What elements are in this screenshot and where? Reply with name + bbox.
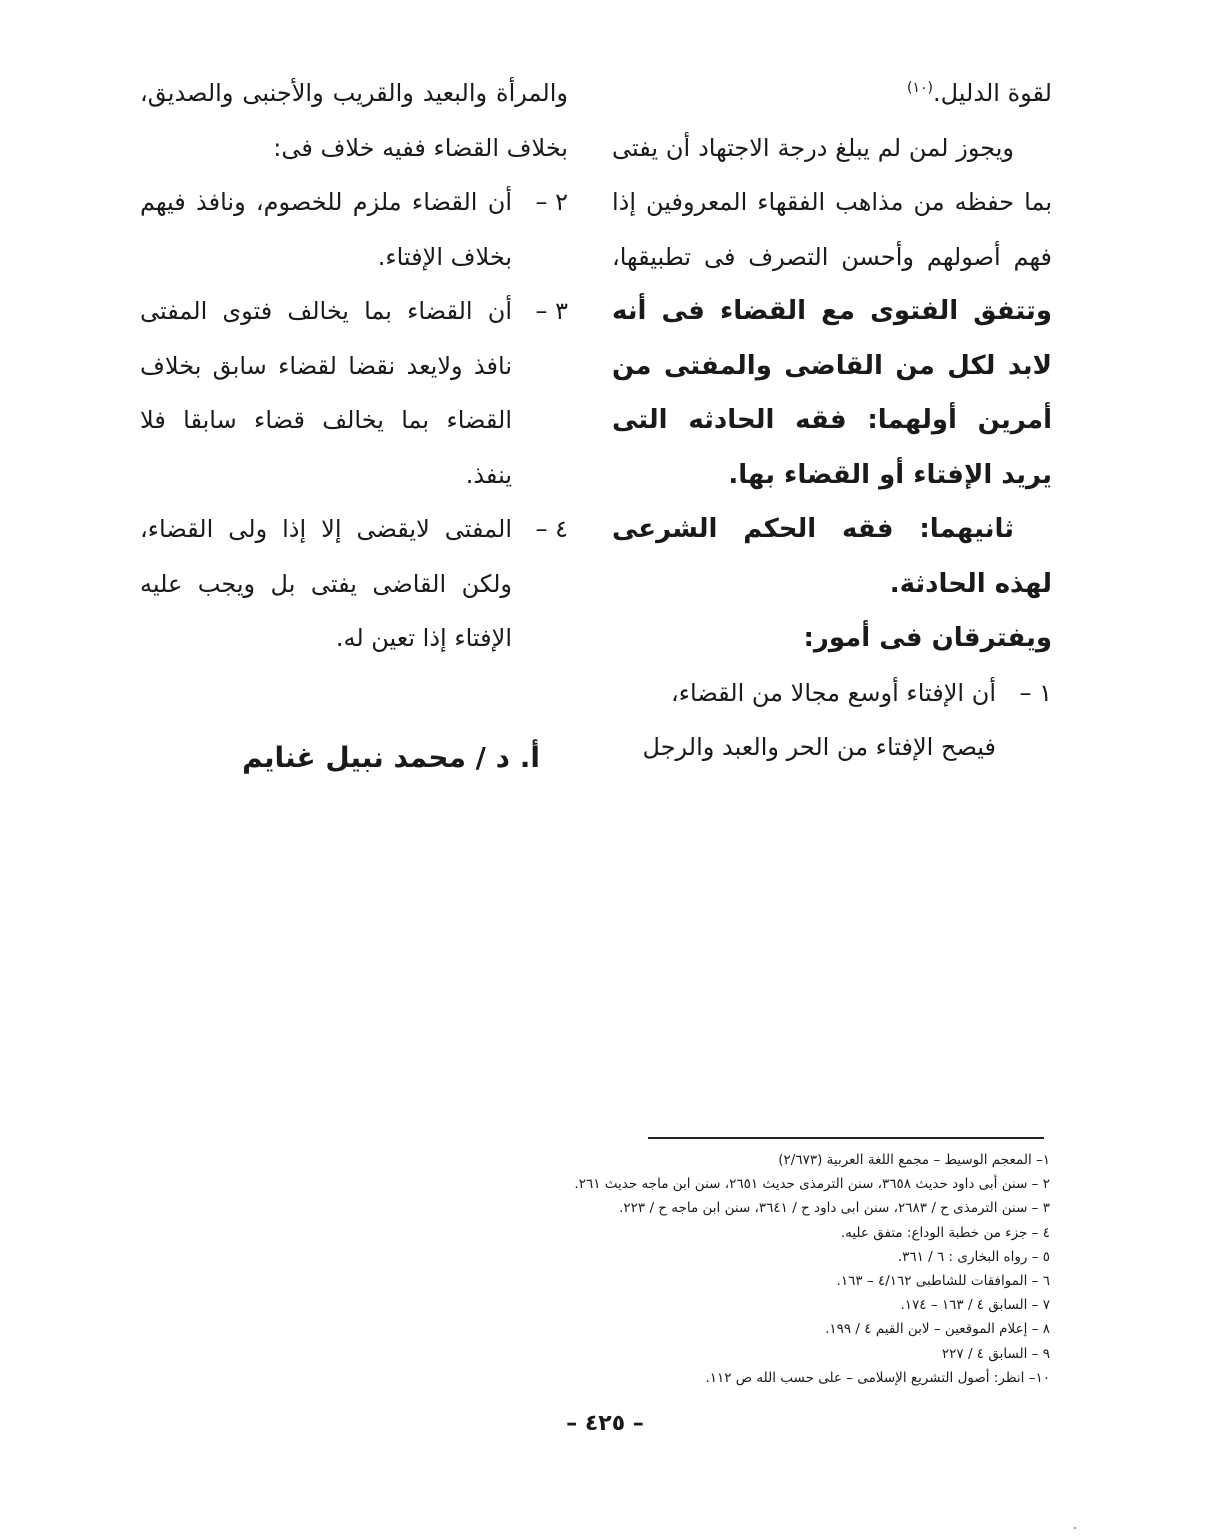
- paragraph-ijtihad-text: ويجوز لمن لم يبلغ درجة الاجتهاد أن يفتى بما حفظه من مذاهب الفقهاء المعروفين إذا فهم أصولهم وأحسن التصرف فى تطبيقها،: [612, 133, 1052, 271]
- paragraph-ijtihad: [612, 121, 1052, 503]
- author-signature: أ. د / محمد نبيل غنايم: [242, 741, 540, 774]
- list-item-2-number: ٢ –: [535, 188, 568, 216]
- footnote-10: ١٠– انظر: أصول التشريع الإسلامى – على حسب الله ص ١١٢.: [705, 1369, 1050, 1386]
- right-column: [612, 66, 1052, 775]
- list-item-1: [612, 666, 1052, 721]
- list-item-1-number: ١ –: [1019, 678, 1052, 707]
- paragraph-second-matter: ثانيهما: فقه الحكم الشرعى لهذه الحادثة.: [612, 514, 1052, 599]
- list-item-1-continuation: فيصح الإفتاء من الحر والعبد والرجل: [642, 733, 996, 761]
- footnote-1: ١– المعجم الوسيط – مجمع اللغة العربية (٢/٦٧٣): [778, 1152, 1050, 1168]
- list-item-3-number: ٣ –: [535, 297, 568, 325]
- page-number: – ٤٢٥ –: [566, 1411, 644, 1436]
- list-item-2-text: أن القضاء ملزم للخصوم، ونافذ فيهم بخلاف الإفتاء.: [140, 188, 512, 271]
- footnote-divider: [648, 1137, 1044, 1139]
- footnote-4: ٤ – جزء من خطبة الوداع: متفق عليه.: [840, 1224, 1050, 1241]
- list-item-1-text: أن الإفتاء أوسع مجالا من القضاء،: [671, 678, 996, 707]
- list-item-4-number: ٤ –: [535, 515, 568, 543]
- list-item-2: [140, 175, 568, 284]
- list-item-3: [140, 284, 568, 502]
- list-item-4: [140, 502, 568, 666]
- footnote-9: ٩ – السابق ٤ / ٢٢٧: [941, 1345, 1050, 1362]
- footnote-8: ٨ – إعلام الموقعين – لابن القيم ٤ / ١٩٩.: [825, 1321, 1050, 1338]
- list-item-1-continuation-left: والمرأة والبعيد والقريب والأجنبى والصديق، بخلاف القضاء ففيه خلاف فى:: [140, 79, 568, 162]
- footnote-5: ٥ – رواه البخارى : ٦ / ٣٦١.: [897, 1248, 1050, 1265]
- footnote-3: ٣ – سنن الترمذى ح / ٢٦٨٣، سنن ابى داود ح / ٣٦٤١، سنن ابن ماجه ح / ٢٢٣.: [619, 1200, 1050, 1217]
- left-column: [140, 66, 568, 666]
- footnote-6: ٦ – الموافقات للشاطبى ٤/١٦٢ – ١٦٣.: [836, 1273, 1050, 1290]
- scan-speck: [1074, 1527, 1076, 1529]
- footnote-ref-10: (١٠): [907, 80, 933, 96]
- list-item-3-text: أن القضاء بما يخالف فتوى المفتى نافذ ولايعد نقضا لقضاء سابق بخلاف القضاء بما يخالف قضاء سابقا فلا ينفذ.: [140, 297, 512, 489]
- footnote-2: ٢ – سنن أبى داود حديث ٣٦٥٨، سنن الترمذى حديث ٢٦٥١، سنن ابن ماجه حديث ٢٦١.: [574, 1176, 1050, 1193]
- footnote-7: ٧ – السابق ٤ / ١٦٣ – ١٧٤.: [900, 1297, 1050, 1314]
- continuation-line: [612, 66, 1052, 121]
- continuation-text: لقوة الدليل.: [933, 79, 1052, 107]
- list-item-4-text: المفتى لايقضى إلا إذا ولى القضاء، ولكن القاضى يفتى بل ويجب عليه الإفتاء إذا تعين له.: [140, 515, 512, 652]
- differences-heading: ويفترقان فى أمور:: [803, 623, 1052, 653]
- paragraph-ijtihad-bold: وتتفق الفتوى مع القضاء فى أنه لابد لكل من القاضى والمفتى من أمرين أولهما: فقه الحادثه التى يريد الإفتاء أو القضاء بها.: [612, 296, 1052, 490]
- footnotes: [480, 1148, 1050, 1390]
